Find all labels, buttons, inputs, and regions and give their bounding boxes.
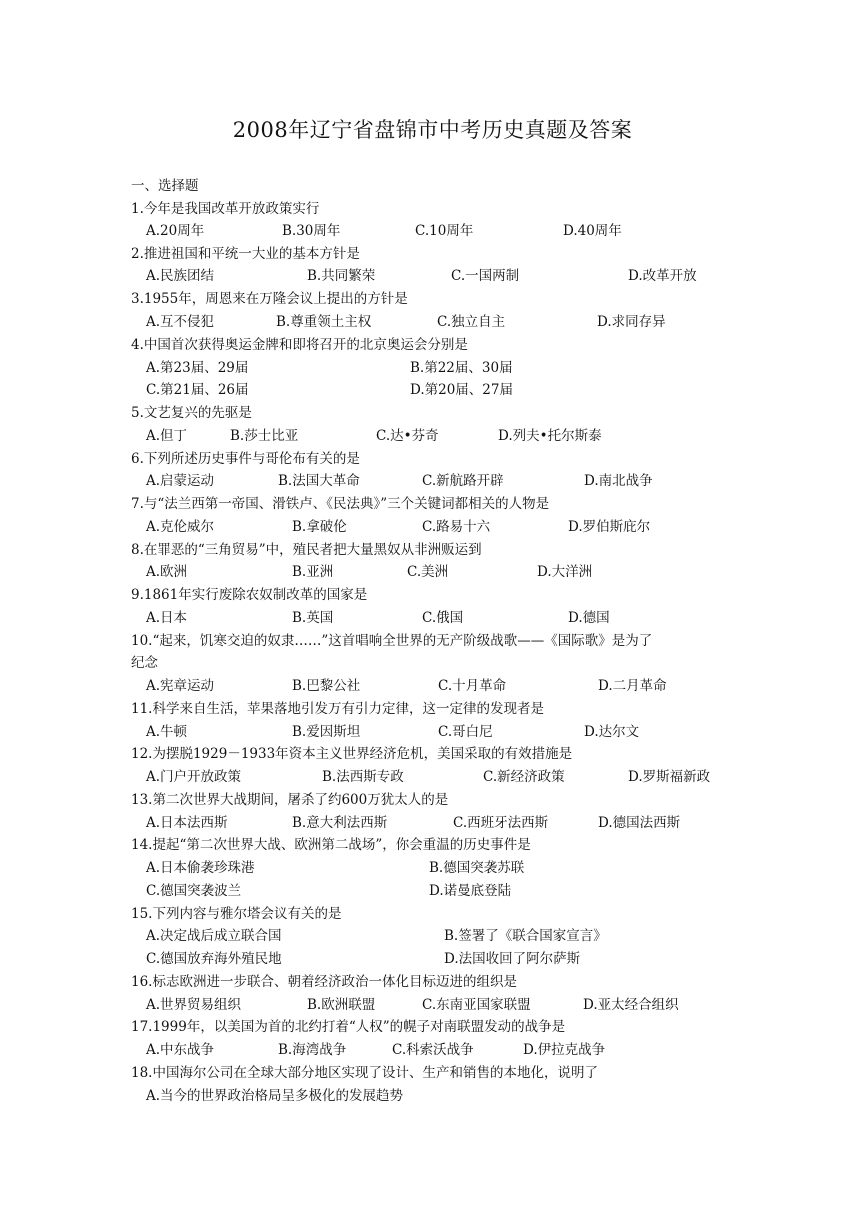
question-8: 8.在罪恶的“三角贸易”中，殖民者把大量黑奴从非洲贩运到 xyxy=(131,542,482,558)
q16-option-b: B.欧洲联盟 xyxy=(307,997,376,1013)
q8-option-a: A.欧洲 xyxy=(146,564,188,580)
q4-option-d: D.第20届、27届 xyxy=(410,382,513,398)
question-13: 13.第二次世界大战期间，屠杀了约600万犹太人的是 xyxy=(131,792,449,808)
question-17: 17.1999年，以美国为首的北约打着“人权”的幌子对南联盟发动的战争是 xyxy=(131,1019,566,1035)
q3-option-c: C.独立自主 xyxy=(437,314,506,330)
q10-option-b: B.巴黎公社 xyxy=(292,678,361,694)
q2-option-b: B.共同繁荣 xyxy=(307,268,376,284)
q7-option-b: B.拿破伦 xyxy=(292,519,347,535)
question-9: 9.1861年实行废除农奴制改革的国家是 xyxy=(131,587,368,603)
q9-option-d: D.德国 xyxy=(568,610,610,626)
question-15: 15.下列内容与雅尔塔会议有关的是 xyxy=(131,906,342,922)
q11-option-c: C.哥白尼 xyxy=(438,724,493,740)
q5-option-b: B.莎士比亚 xyxy=(230,428,299,444)
q8-option-d: D.大洋洲 xyxy=(537,564,593,580)
q8-option-c: C.美洲 xyxy=(407,564,449,580)
q9-option-a: A.日本 xyxy=(146,610,188,626)
question-18: 18.中国海尔公司在全球大部分地区实现了设计、生产和销售的本地化，说明了 xyxy=(131,1065,598,1081)
q17-option-c: C.科索沃战争 xyxy=(392,1042,474,1058)
q15-option-b: B.签署了《联合国家宣言》 xyxy=(444,928,607,944)
q12-option-b: B.法西斯专政 xyxy=(322,769,404,785)
q13-option-a: A.日本法西斯 xyxy=(146,815,228,831)
q12-option-a: A.门户开放政策 xyxy=(146,769,242,785)
q2-option-c: C.一国两制 xyxy=(451,268,520,284)
q14-option-b: B.德国突袭苏联 xyxy=(429,860,525,876)
q15-option-a: A.决定战后成立联合国 xyxy=(146,928,282,944)
question-14: 14.提起“第二次世界大战、欧洲第二战场”，你会重温的历史事件是 xyxy=(131,837,531,853)
q4-option-b: B.第22届、30届 xyxy=(410,360,513,376)
q14-option-d: D.诺曼底登陆 xyxy=(429,883,512,899)
q6-option-a: A.启蒙运动 xyxy=(146,473,215,489)
question-5: 5.文艺复兴的先驱是 xyxy=(131,405,252,421)
q7-option-a: A.克伦威尔 xyxy=(146,519,215,535)
question-2: 2.推进祖国和平统一大业的基本方针是 xyxy=(131,246,360,262)
q17-option-b: B.海湾战争 xyxy=(278,1042,347,1058)
q17-option-d: D.伊拉克战争 xyxy=(523,1042,606,1058)
question-12: 12.为摆脱1929－1933年资本主义世界经济危机，美国采取的有效措施是 xyxy=(131,746,573,762)
q13-option-b: B.意大利法西斯 xyxy=(292,815,388,831)
q6-option-c: C.新航路开辟 xyxy=(422,473,504,489)
q12-option-c: C.新经济政策 xyxy=(483,769,565,785)
q5-option-a: A.但丁 xyxy=(146,428,188,444)
q4-option-c: C.第21届、26届 xyxy=(146,382,249,398)
q16-option-d: D.亚太经合组织 xyxy=(583,997,679,1013)
q12-option-d: D.罗斯福新政 xyxy=(628,769,711,785)
q13-option-c: C.西班牙法西斯 xyxy=(453,815,549,831)
q14-option-c: C.德国突袭波兰 xyxy=(146,883,242,899)
section-heading: 一、选择题 xyxy=(131,178,199,194)
q15-option-d: D.法国收回了阿尔萨斯 xyxy=(444,951,581,967)
q9-option-b: B.英国 xyxy=(292,610,334,626)
q11-option-b: B.爱因斯坦 xyxy=(292,724,361,740)
q1-option-a: A.20周年 xyxy=(146,223,205,239)
question-3: 3.1955年，周恩来在万隆会议上提出的方针是 xyxy=(131,291,408,307)
q9-option-c: C.俄国 xyxy=(422,610,464,626)
q6-option-b: B.法国大革命 xyxy=(278,473,360,489)
q15-option-c: C.德国放弃海外殖民地 xyxy=(146,951,282,967)
q3-option-a: A.互不侵犯 xyxy=(146,314,215,330)
q7-option-c: C.路易十六 xyxy=(422,519,491,535)
question-4: 4.中国首次获得奥运金牌和即将召开的北京奥运会分别是 xyxy=(131,337,468,353)
question-10-continued: 纪念 xyxy=(131,655,158,671)
q13-option-d: D.德国法西斯 xyxy=(598,815,681,831)
q1-option-c: C.10周年 xyxy=(415,223,474,239)
q10-option-c: C.十月革命 xyxy=(438,678,507,694)
q2-option-a: A.民族团结 xyxy=(146,268,215,284)
q18-option-a: A.当今的世界政治格局呈多极化的发展趋势 xyxy=(146,1088,404,1104)
q16-option-a: A.世界贸易组织 xyxy=(146,997,242,1013)
q3-option-d: D.求同存异 xyxy=(597,314,666,330)
q17-option-a: A.中东战争 xyxy=(146,1042,215,1058)
q1-option-d: D.40周年 xyxy=(563,223,622,239)
page-title: 2008年辽宁省盘锦市中考历史真题及答案 xyxy=(232,118,633,142)
q5-option-d: D.列夫•托尔斯泰 xyxy=(498,428,602,444)
q16-option-c: C.东南亚国家联盟 xyxy=(422,997,531,1013)
q2-option-d: D.改革开放 xyxy=(628,268,697,284)
q5-option-c: C.达•芬奇 xyxy=(376,428,439,444)
q7-option-d: D.罗伯斯庇尔 xyxy=(568,519,651,535)
question-11: 11.科学来自生活，苹果落地引发万有引力定律，这一定律的发现者是 xyxy=(131,701,544,717)
q11-option-a: A.牛顿 xyxy=(146,724,188,740)
question-16: 16.标志欧洲进一步联合、朝着经济政治一体化目标迈进的组织是 xyxy=(131,974,517,990)
q8-option-b: B.亚洲 xyxy=(292,564,334,580)
question-10: 10.“起来，饥寒交迫的奴隶……”这首唱响全世界的无产阶级战歌——《国际歌》是为了 xyxy=(131,633,653,649)
q10-option-d: D.二月革命 xyxy=(598,678,667,694)
question-7: 7.与“法兰西第一帝国、滑铁卢、《民法典》”三个关键词都相关的人物是 xyxy=(131,496,550,512)
q11-option-d: D.达尔文 xyxy=(584,724,640,740)
q10-option-a: A.宪章运动 xyxy=(146,678,215,694)
q14-option-a: A.日本偷袭珍珠港 xyxy=(146,860,255,876)
q1-option-b: B.30周年 xyxy=(282,223,341,239)
q3-option-b: B.尊重领土主权 xyxy=(276,314,372,330)
question-6: 6.下列所述历史事件与哥伦布有关的是 xyxy=(131,451,360,467)
question-1: 1.今年是我国改革开放政策实行 xyxy=(131,201,320,217)
q6-option-d: D.南北战争 xyxy=(584,473,653,489)
q4-option-a: A.第23届、29届 xyxy=(146,360,249,376)
